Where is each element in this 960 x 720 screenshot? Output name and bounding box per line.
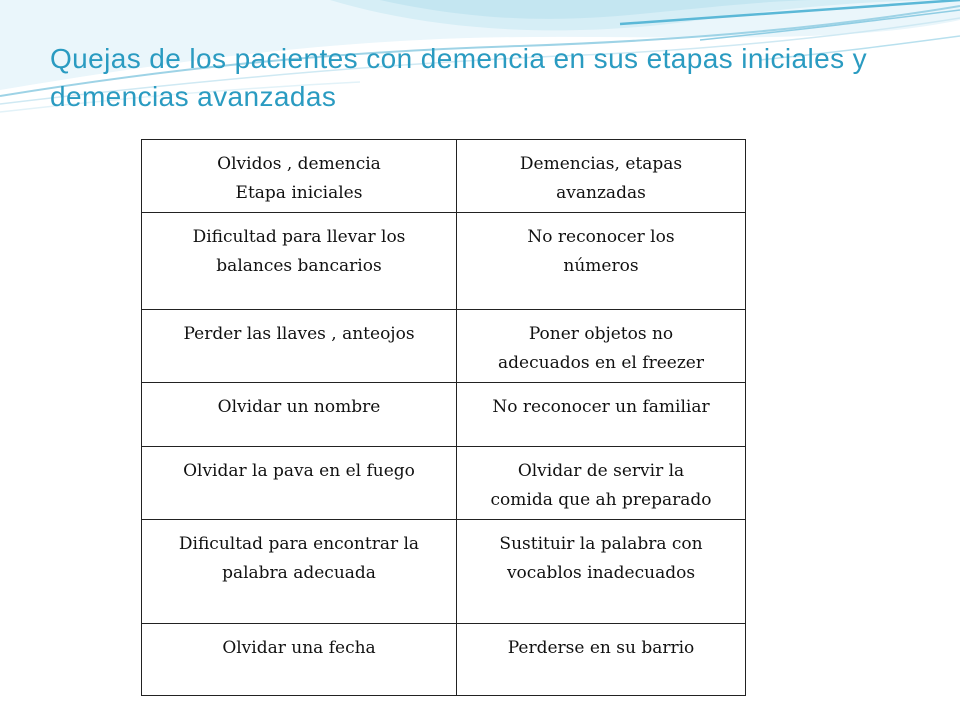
cell-text: avanzadas xyxy=(556,183,646,203)
table-cell xyxy=(457,213,746,310)
cell-text: vocablos inadecuados xyxy=(506,563,696,583)
table-cell xyxy=(142,310,457,383)
cell-text: No reconocer los xyxy=(527,227,675,247)
slide-title: Quejas de los pacientes con demencia en sus etapas iniciales y demencias avanzadas xyxy=(50,43,868,112)
table-cell xyxy=(142,624,457,696)
cell-text: Dificultad para encontrar la xyxy=(178,534,420,554)
table-cell xyxy=(457,383,746,447)
table-cell xyxy=(142,383,457,447)
cell-text: Perderse en su barrio xyxy=(507,638,695,658)
table-cell xyxy=(142,213,457,310)
cell-text: adecuados en el freezer xyxy=(498,353,704,373)
table-row xyxy=(142,213,746,310)
table-cell xyxy=(457,624,746,696)
cell-text: Sustituir la palabra con xyxy=(499,534,703,554)
cell-text: Poner objetos no xyxy=(528,324,674,344)
cell-text: Olvidar la pava en el fuego xyxy=(183,461,415,481)
cell-text: números xyxy=(563,256,639,276)
table-row xyxy=(142,520,746,624)
cell-text: Demencias, etapas xyxy=(519,154,683,174)
header-cell-advanced-dementia xyxy=(457,140,746,213)
table-row xyxy=(142,310,746,383)
cell-text: Etapa iniciales xyxy=(235,183,363,203)
table-cell xyxy=(457,310,746,383)
cell-text: Olvidar una fecha xyxy=(222,638,376,658)
table-cell xyxy=(142,520,457,624)
table-header-row xyxy=(142,140,746,213)
table-row xyxy=(142,624,746,696)
comparison-table-grid xyxy=(141,139,746,696)
table-cell xyxy=(457,520,746,624)
table-cell xyxy=(457,447,746,520)
cell-text: balances bancarios xyxy=(216,256,382,276)
header-cell-early-dementia xyxy=(142,140,457,213)
cell-text: Olvidar un nombre xyxy=(217,397,381,417)
cell-text: comida que ah preparado xyxy=(490,490,712,510)
cell-text: No reconocer un familiar xyxy=(492,397,710,417)
cell-text: Olvidos , demencia xyxy=(217,154,381,174)
cell-text: palabra adecuada xyxy=(222,563,376,583)
cell-text: Dificultad para llevar los xyxy=(192,227,406,247)
cell-text: Olvidar de servir la xyxy=(517,461,685,481)
table-row xyxy=(142,383,746,447)
table-row xyxy=(142,447,746,520)
comparison-table xyxy=(141,139,745,696)
table-cell xyxy=(142,447,457,520)
cell-text: Perder las llaves , anteojos xyxy=(183,324,415,344)
